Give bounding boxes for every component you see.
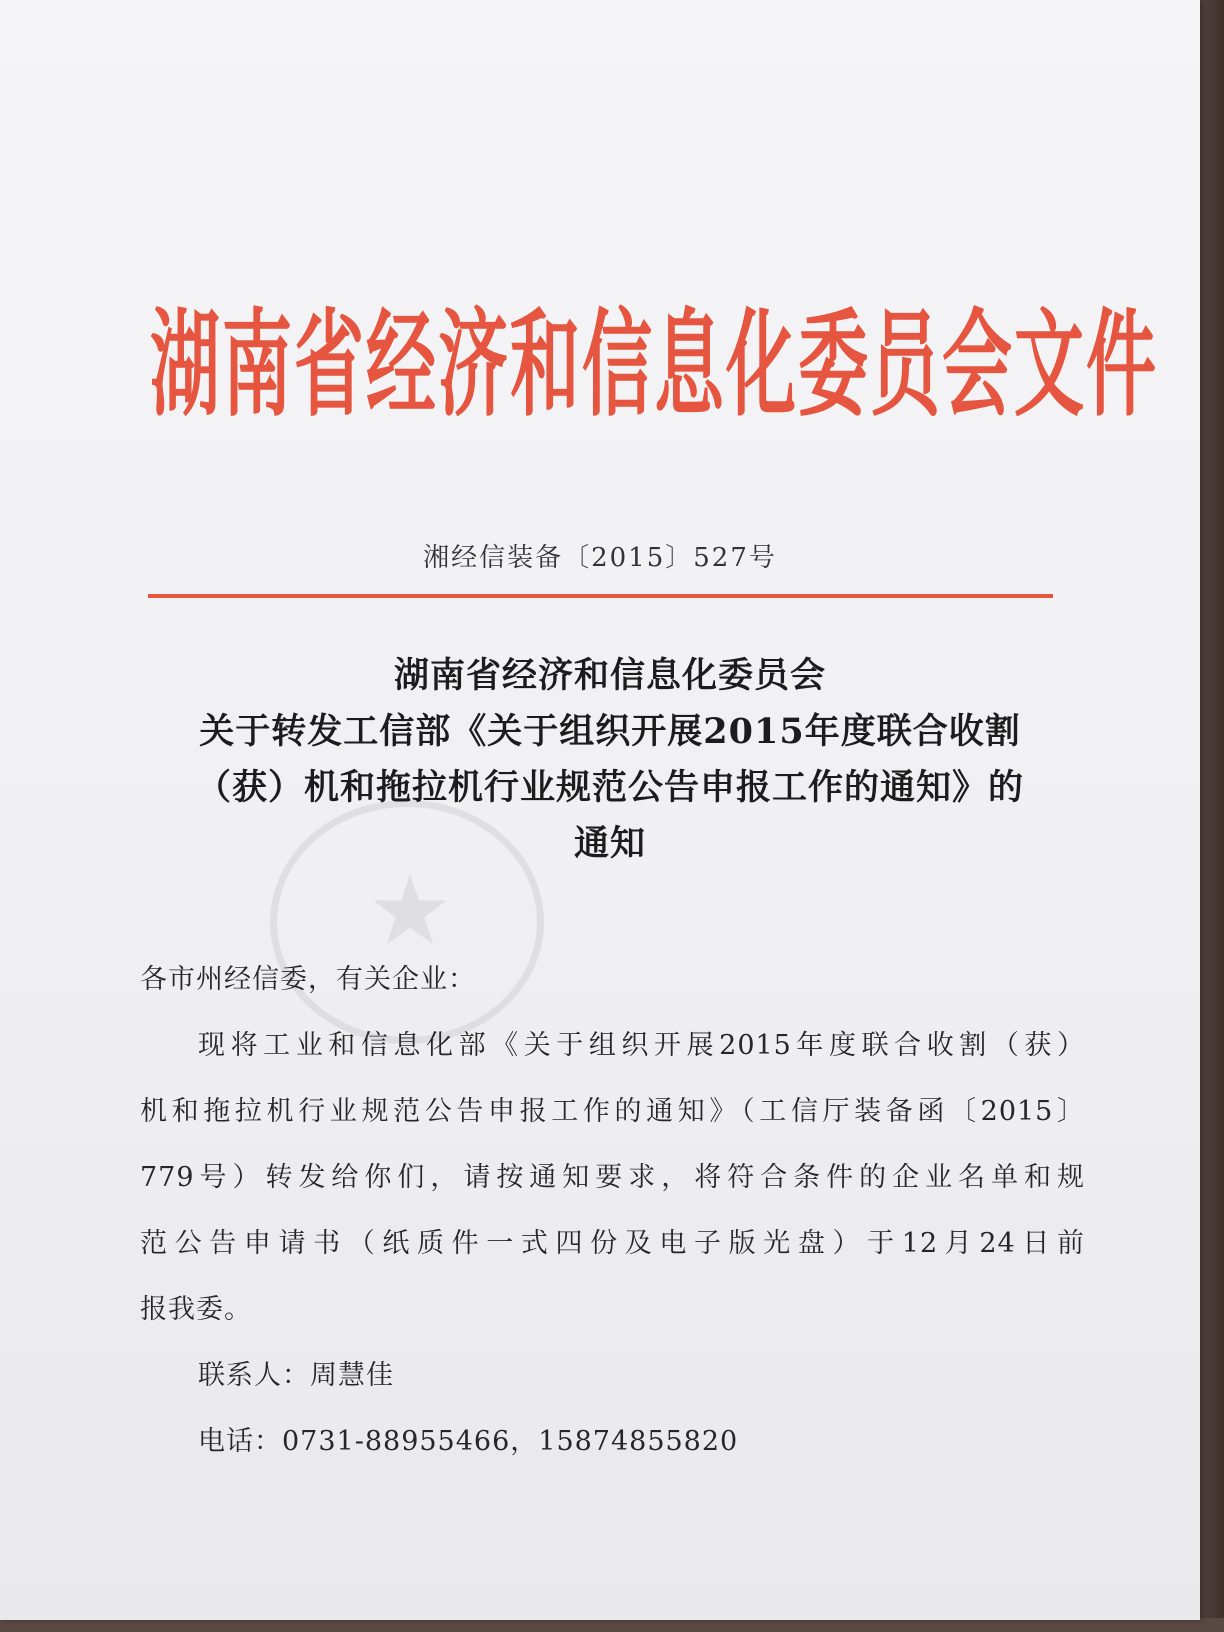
body-line: 报我委。 [140,1294,252,1325]
contact-phone: 电话：0731-88955466，15874855820 [198,1426,739,1457]
seal-star-icon [370,870,450,950]
title-line: （获）机和拖拉机行业规范公告申报工作的通知》的 [195,767,1024,808]
document-title [140,648,1080,872]
body-line: 779号）转发给你们，请按通知要求，将符合条件的企业名单和规 [140,1162,1085,1193]
document-number: 湘经信装备〔2015〕527号 [423,543,777,573]
salutation: 各市州经信委，有关企业： [140,964,476,995]
document-body [140,960,1085,1488]
document-masthead: 湖南省经济和信息化委员会文件 [150,295,1158,433]
title-line: 关于转发工信部《关于组织开展2015年度联合收割 [199,711,1021,752]
title-line: 通知 [573,823,646,864]
body-line: 现将工业和信息化部《关于组织开展2015年度联合收割（获） [198,1030,1085,1061]
contact-person: 联系人：周慧佳 [198,1360,394,1391]
desk-edge [0,1618,1224,1632]
body-line: 机和拖拉机行业规范公告申报工作的通知》（工信厅装备函〔2015〕 [140,1096,1085,1127]
body-line: 范公告申请书（纸质件一式四份及电子版光盘）于12月24日前 [140,1228,1085,1259]
red-divider-line [148,594,1053,598]
title-line: 湖南省经济和信息化委员会 [393,655,826,696]
